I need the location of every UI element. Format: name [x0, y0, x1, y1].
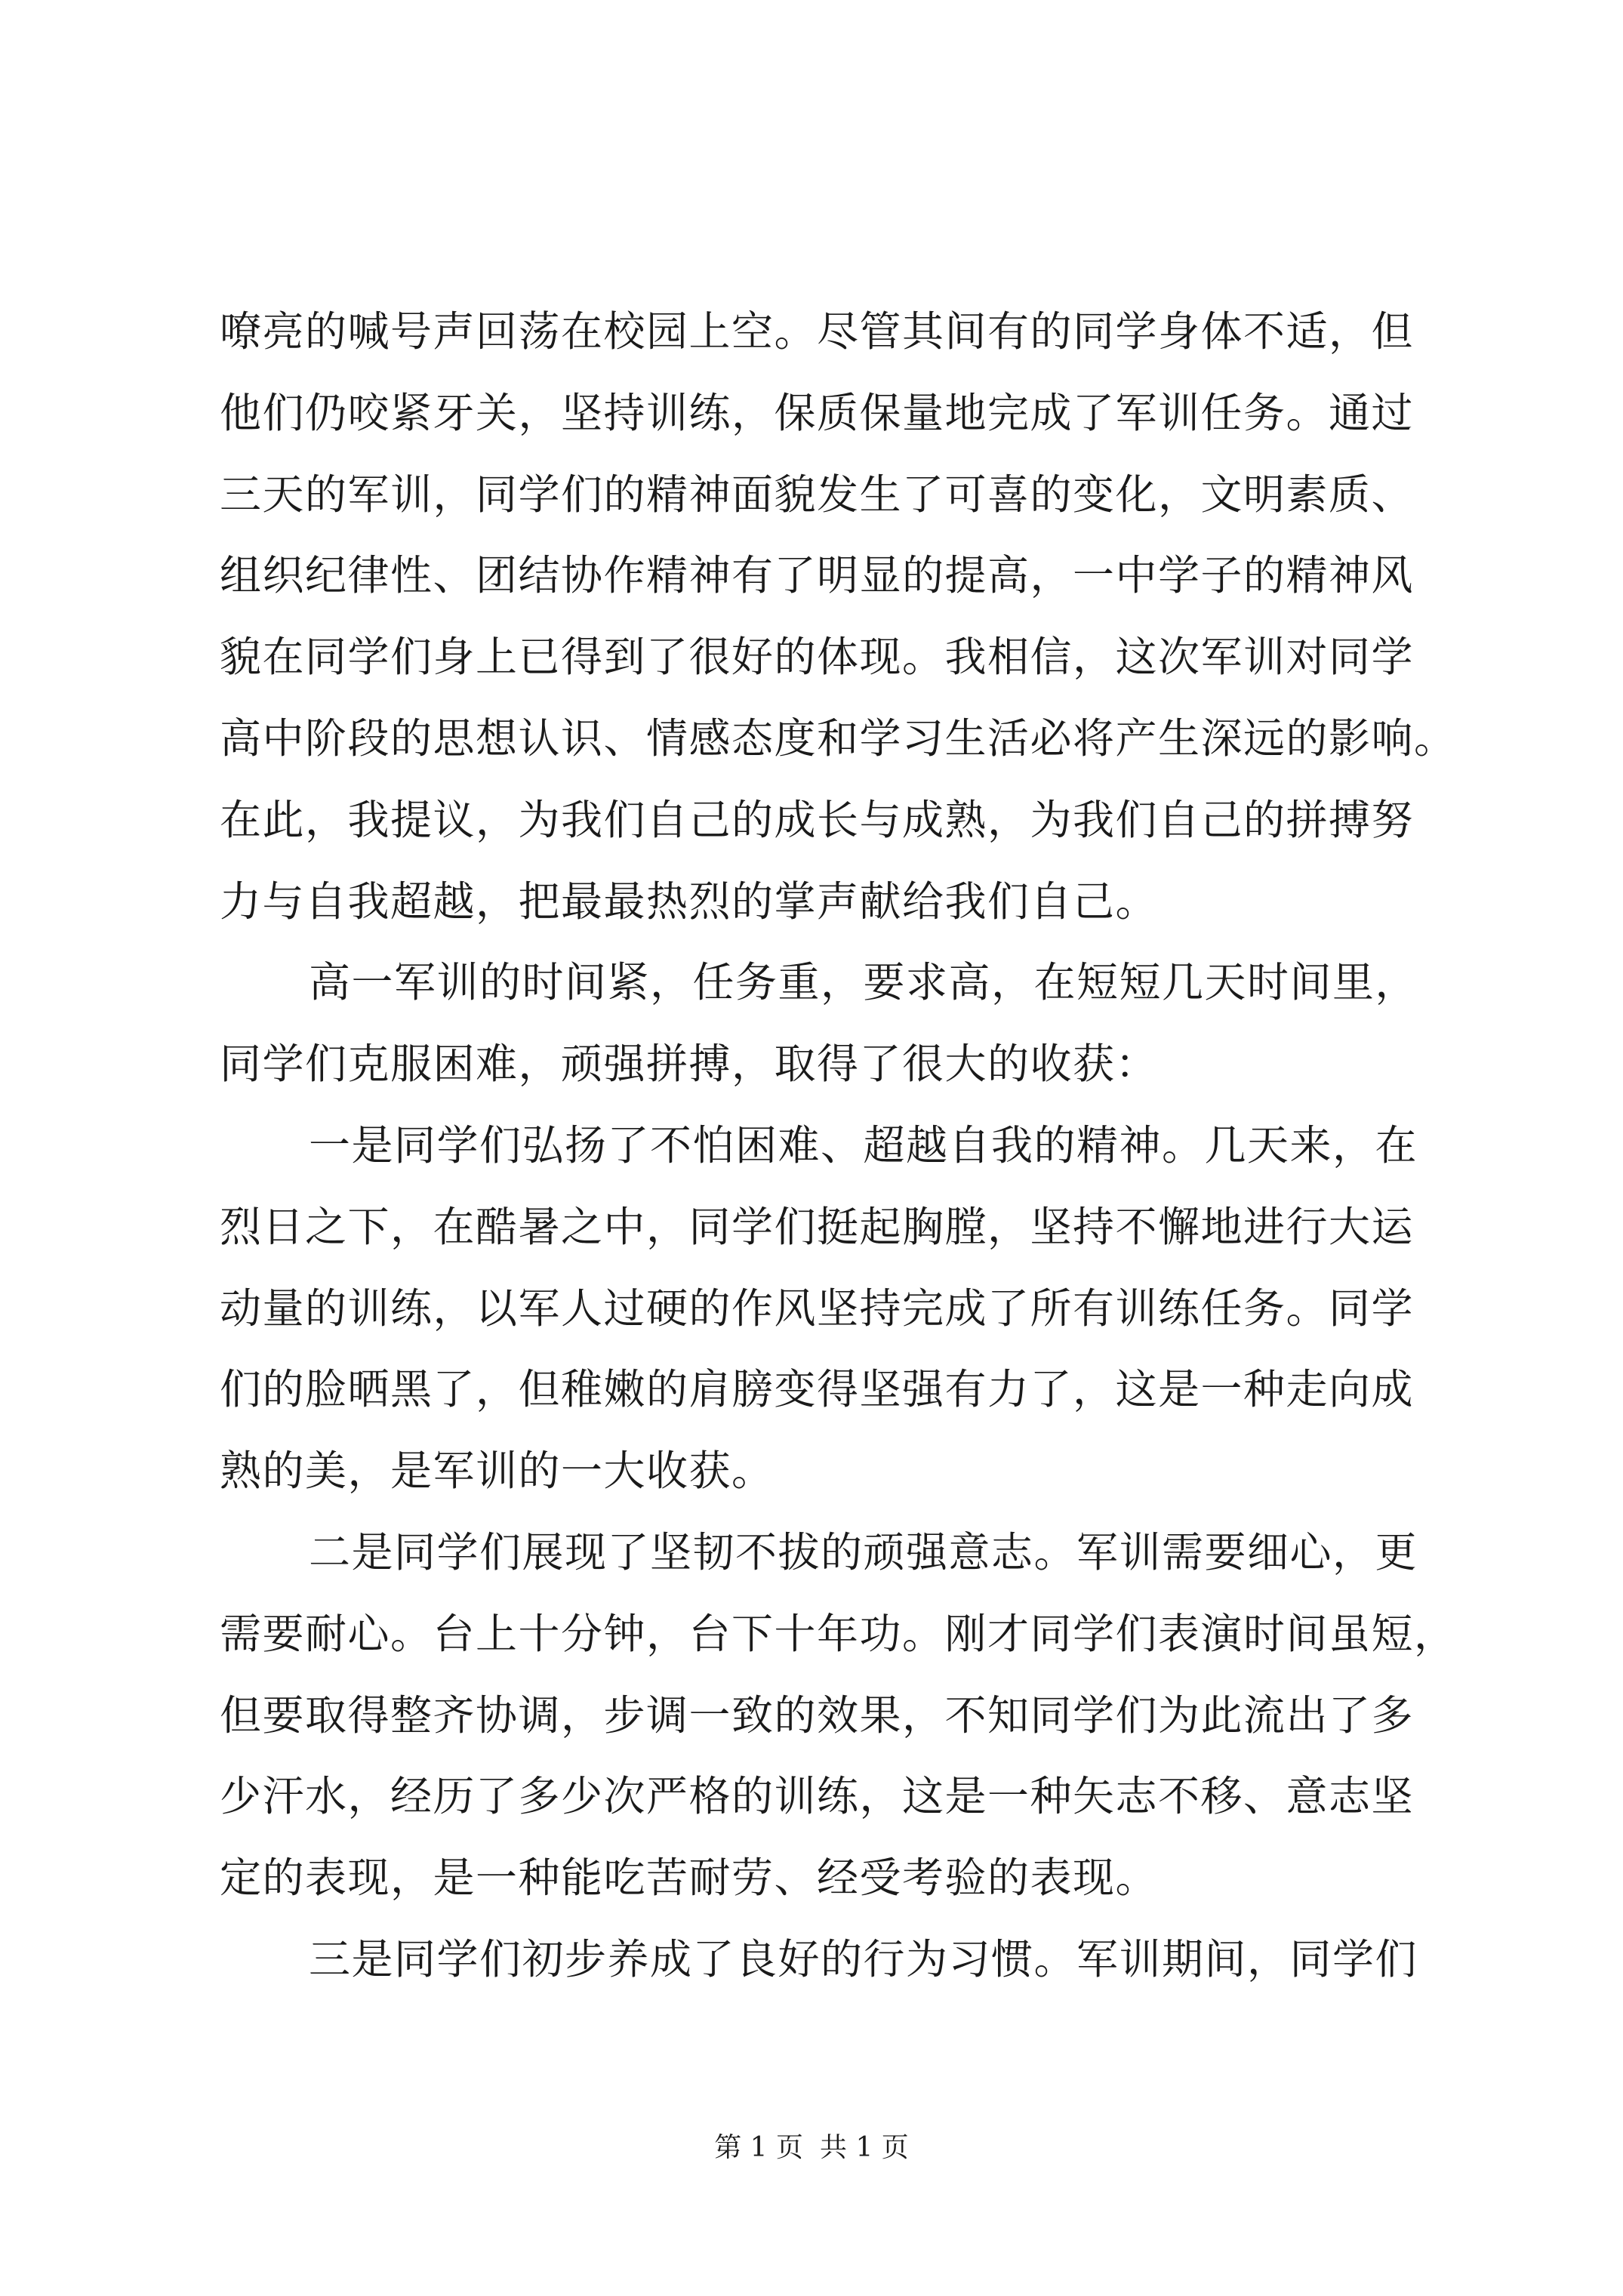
text-line: 高中阶段的思想认识、情感态度和学习生活必将产生深远的影响。: [220, 713, 1457, 763]
text-line: 在此，我提议，为我们自己的成长与成熟，为我们自己的拼搏努: [220, 795, 1415, 844]
paragraph-first-line: 一是同学们弘扬了不怕困难、超越自我的精神。几天来，在: [309, 1120, 1418, 1170]
page-footer: [0, 2129, 1623, 2167]
text-line: 三天的军训，同学们的精神面貌发生了可喜的变化，文明素质、: [220, 470, 1415, 519]
paragraph-first-line: 二是同学们展现了坚韧不拔的顽强意志。军训需要细心，更: [309, 1527, 1418, 1576]
text-line: 同学们克服困难，顽强拼搏，取得了很大的收获：: [220, 1040, 1159, 1089]
text-line: 力与自我超越，把最最热烈的掌声献给我们自己。: [220, 877, 1159, 926]
text-line: 动量的训练，以军人过硬的作风坚持完成了所有训练任务。同学: [220, 1284, 1415, 1333]
text-line: 烈日之下，在酷暑之中，同学们挺起胸膛，坚持不懈地进行大运: [220, 1202, 1415, 1251]
text-line: 组织纪律性、团结协作精神有了明显的提高，一中学子的精神风: [220, 551, 1415, 600]
page-total: 共 1 页: [820, 2132, 909, 2163]
text-line: 但要取得整齐协调，步调一致的效果，不知同学们为此流出了多: [220, 1690, 1415, 1740]
page-number: 第 1 页: [714, 2132, 803, 2163]
text-line: 他们仍咬紧牙关，坚持训练，保质保量地完成了军训任务。通过: [220, 388, 1415, 437]
text-line: 貌在同学们身上已得到了很好的体现。我相信，这次军训对同学: [220, 633, 1415, 682]
text-line: 们的脸晒黑了，但稚嫩的肩膀变得坚强有力了，这是一种走向成: [220, 1365, 1415, 1414]
text-line: 嘹亮的喊号声回荡在校园上空。尽管其间有的同学身体不适，但: [220, 307, 1415, 356]
text-line: 需要耐心。台上十分钟，台下十年功。刚才同学们表演时间虽短，: [220, 1609, 1457, 1658]
text-line: 少汗水，经历了多少次严格的训练，这是一种矢志不移、意志坚: [220, 1772, 1415, 1821]
document-body: [220, 291, 1457, 2001]
paragraph-first-line: 三是同学们初步养成了良好的行为习惯。军训期间，同学们: [309, 1934, 1418, 1983]
paragraph-first-line: 高一军训的时间紧，任务重，要求高，在短短几天时间里，: [309, 958, 1418, 1007]
text-line: 熟的美，是军训的一大收获。: [220, 1447, 775, 1496]
text-line: 定的表现，是一种能吃苦耐劳、经受考验的表现。: [220, 1854, 1159, 1903]
